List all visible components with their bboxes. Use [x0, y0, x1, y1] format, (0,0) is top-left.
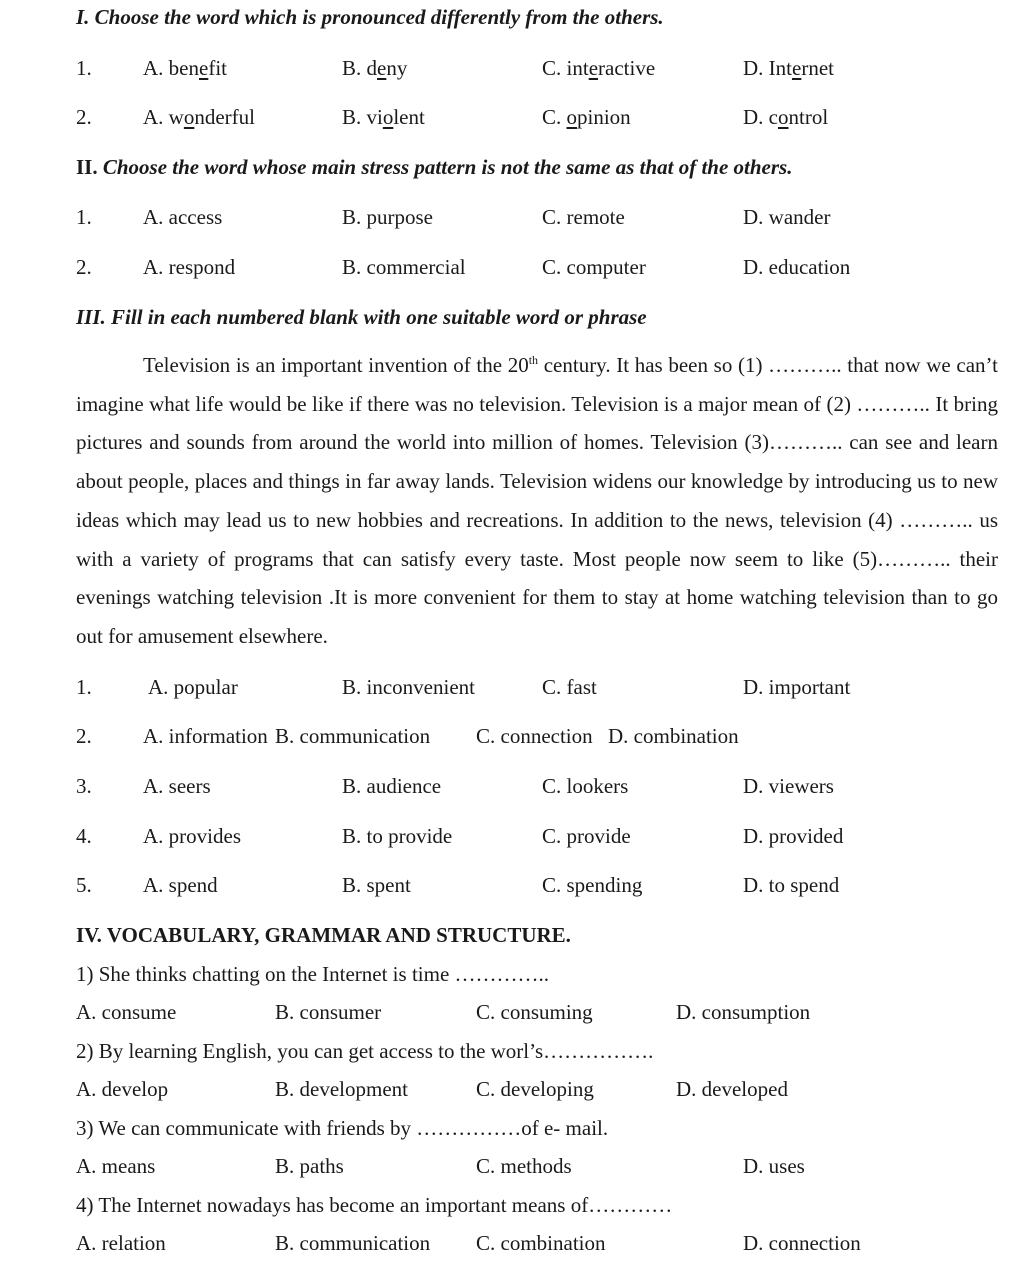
question-stem: 3) We can communicate with friends by ……………of e- mail. [76, 1116, 609, 1140]
option-c: C. fast [542, 675, 597, 699]
option-c: C. consuming [476, 1000, 593, 1024]
option-a: A. access [143, 205, 223, 229]
option-a: A. respond [143, 255, 236, 279]
option-a: A. wonderful [143, 105, 255, 129]
option-b: B. paths [275, 1154, 344, 1178]
section-2-title: II. Choose the word whose main stress pattern is not the same as that of the others. [76, 155, 793, 179]
option-b: B. deny [342, 56, 408, 80]
option-a: A. information [143, 724, 268, 748]
question-stem: 1) She thinks chatting on the Internet is time ………….. [76, 962, 550, 986]
option-d: D. consumption [676, 1000, 811, 1024]
question-number: 4. [76, 824, 92, 848]
option-d: D. uses [743, 1154, 805, 1178]
question-number: 2. [76, 724, 92, 748]
question-number: 1. [76, 205, 92, 229]
option-a: A. consume [76, 1000, 177, 1024]
option-a: A. spend [143, 873, 218, 897]
option-b: B. communication [275, 1231, 431, 1255]
option-a: A. popular [148, 675, 238, 699]
option-c: C. interactive [542, 56, 656, 80]
section-1-title: I. Choose the word which is pronounced differently from the others. [76, 5, 664, 29]
option-b: B. inconvenient [342, 675, 475, 699]
option-b: B. audience [342, 774, 442, 798]
option-a: A. means [76, 1154, 156, 1178]
option-c: C. remote [542, 205, 625, 229]
option-a: A. benefit [143, 56, 227, 80]
option-d: D. to spend [743, 873, 840, 897]
question-number: 5. [76, 873, 92, 897]
option-b: B. violent [342, 105, 425, 129]
option-c: C. connection [476, 724, 593, 748]
option-d: D. education [743, 255, 851, 279]
option-a: A. develop [76, 1077, 169, 1101]
option-b: B. purpose [342, 205, 433, 229]
section-4-title: IV. VOCABULARY, GRAMMAR AND STRUCTURE. [76, 923, 571, 947]
question-stem: 2) By learning English, you can get access to the worl’s……………. [76, 1039, 654, 1063]
question-number: 2. [76, 105, 92, 129]
option-c: C. computer [542, 255, 646, 279]
option-b: B. development [275, 1077, 408, 1101]
section-3-title: III. Fill in each numbered blank with one suitable word or phrase [76, 305, 647, 329]
option-c: C. opinion [542, 105, 631, 129]
option-d: D. connection [743, 1231, 861, 1255]
option-d: D. important [743, 675, 851, 699]
option-a: A. seers [143, 774, 211, 798]
question-stem: 4) The Internet nowadays has become an important means of………… [76, 1193, 673, 1217]
option-d: D. wander [743, 205, 831, 229]
option-c: C. methods [476, 1154, 572, 1178]
option-c: C. combination [476, 1231, 606, 1255]
question-number: 1. [76, 675, 92, 699]
option-d: D. viewers [743, 774, 834, 798]
option-d: D. developed [676, 1077, 788, 1101]
option-b: B. to provide [342, 824, 453, 848]
question-number: 3. [76, 774, 92, 798]
option-d: D. combination [608, 724, 739, 748]
option-b: B. commercial [342, 255, 466, 279]
option-a: A. provides [143, 824, 241, 848]
option-b: B. spent [342, 873, 411, 897]
option-c: C. spending [542, 873, 643, 897]
option-d: D. Internet [743, 56, 834, 80]
option-c: C. provide [542, 824, 631, 848]
question-number: 2. [76, 255, 92, 279]
option-b: B. consumer [275, 1000, 382, 1024]
option-c: C. lookers [542, 774, 629, 798]
option-d: D. provided [743, 824, 844, 848]
option-c: C. developing [476, 1077, 594, 1101]
option-d: D. control [743, 105, 829, 129]
option-b: B. communication [275, 724, 431, 748]
option-a: A. relation [76, 1231, 166, 1255]
reading-passage: Television is an important invention of the 20th century. It has been so (1) ……….. that now we can’t imagine what life would be like if there was no television. Television is a major mean of (2) ……….. It bring pictures and sounds from around the world into million of homes. Television (3)……….. can see and learn about people, places and things in far away lands. Television widens our knowledge by introducing us to new ideas which may lead us to new hobbies and recreations. In addition to the news, television (4) ……….. us with a variety of programs that can satisfy every taste. Most people now seem to like (5)……….. their evenings watching television .It is more convenient for them to stay at home watching television than to go out for amusement elsewhere. [76, 353, 998, 648]
question-number: 1. [76, 56, 92, 80]
